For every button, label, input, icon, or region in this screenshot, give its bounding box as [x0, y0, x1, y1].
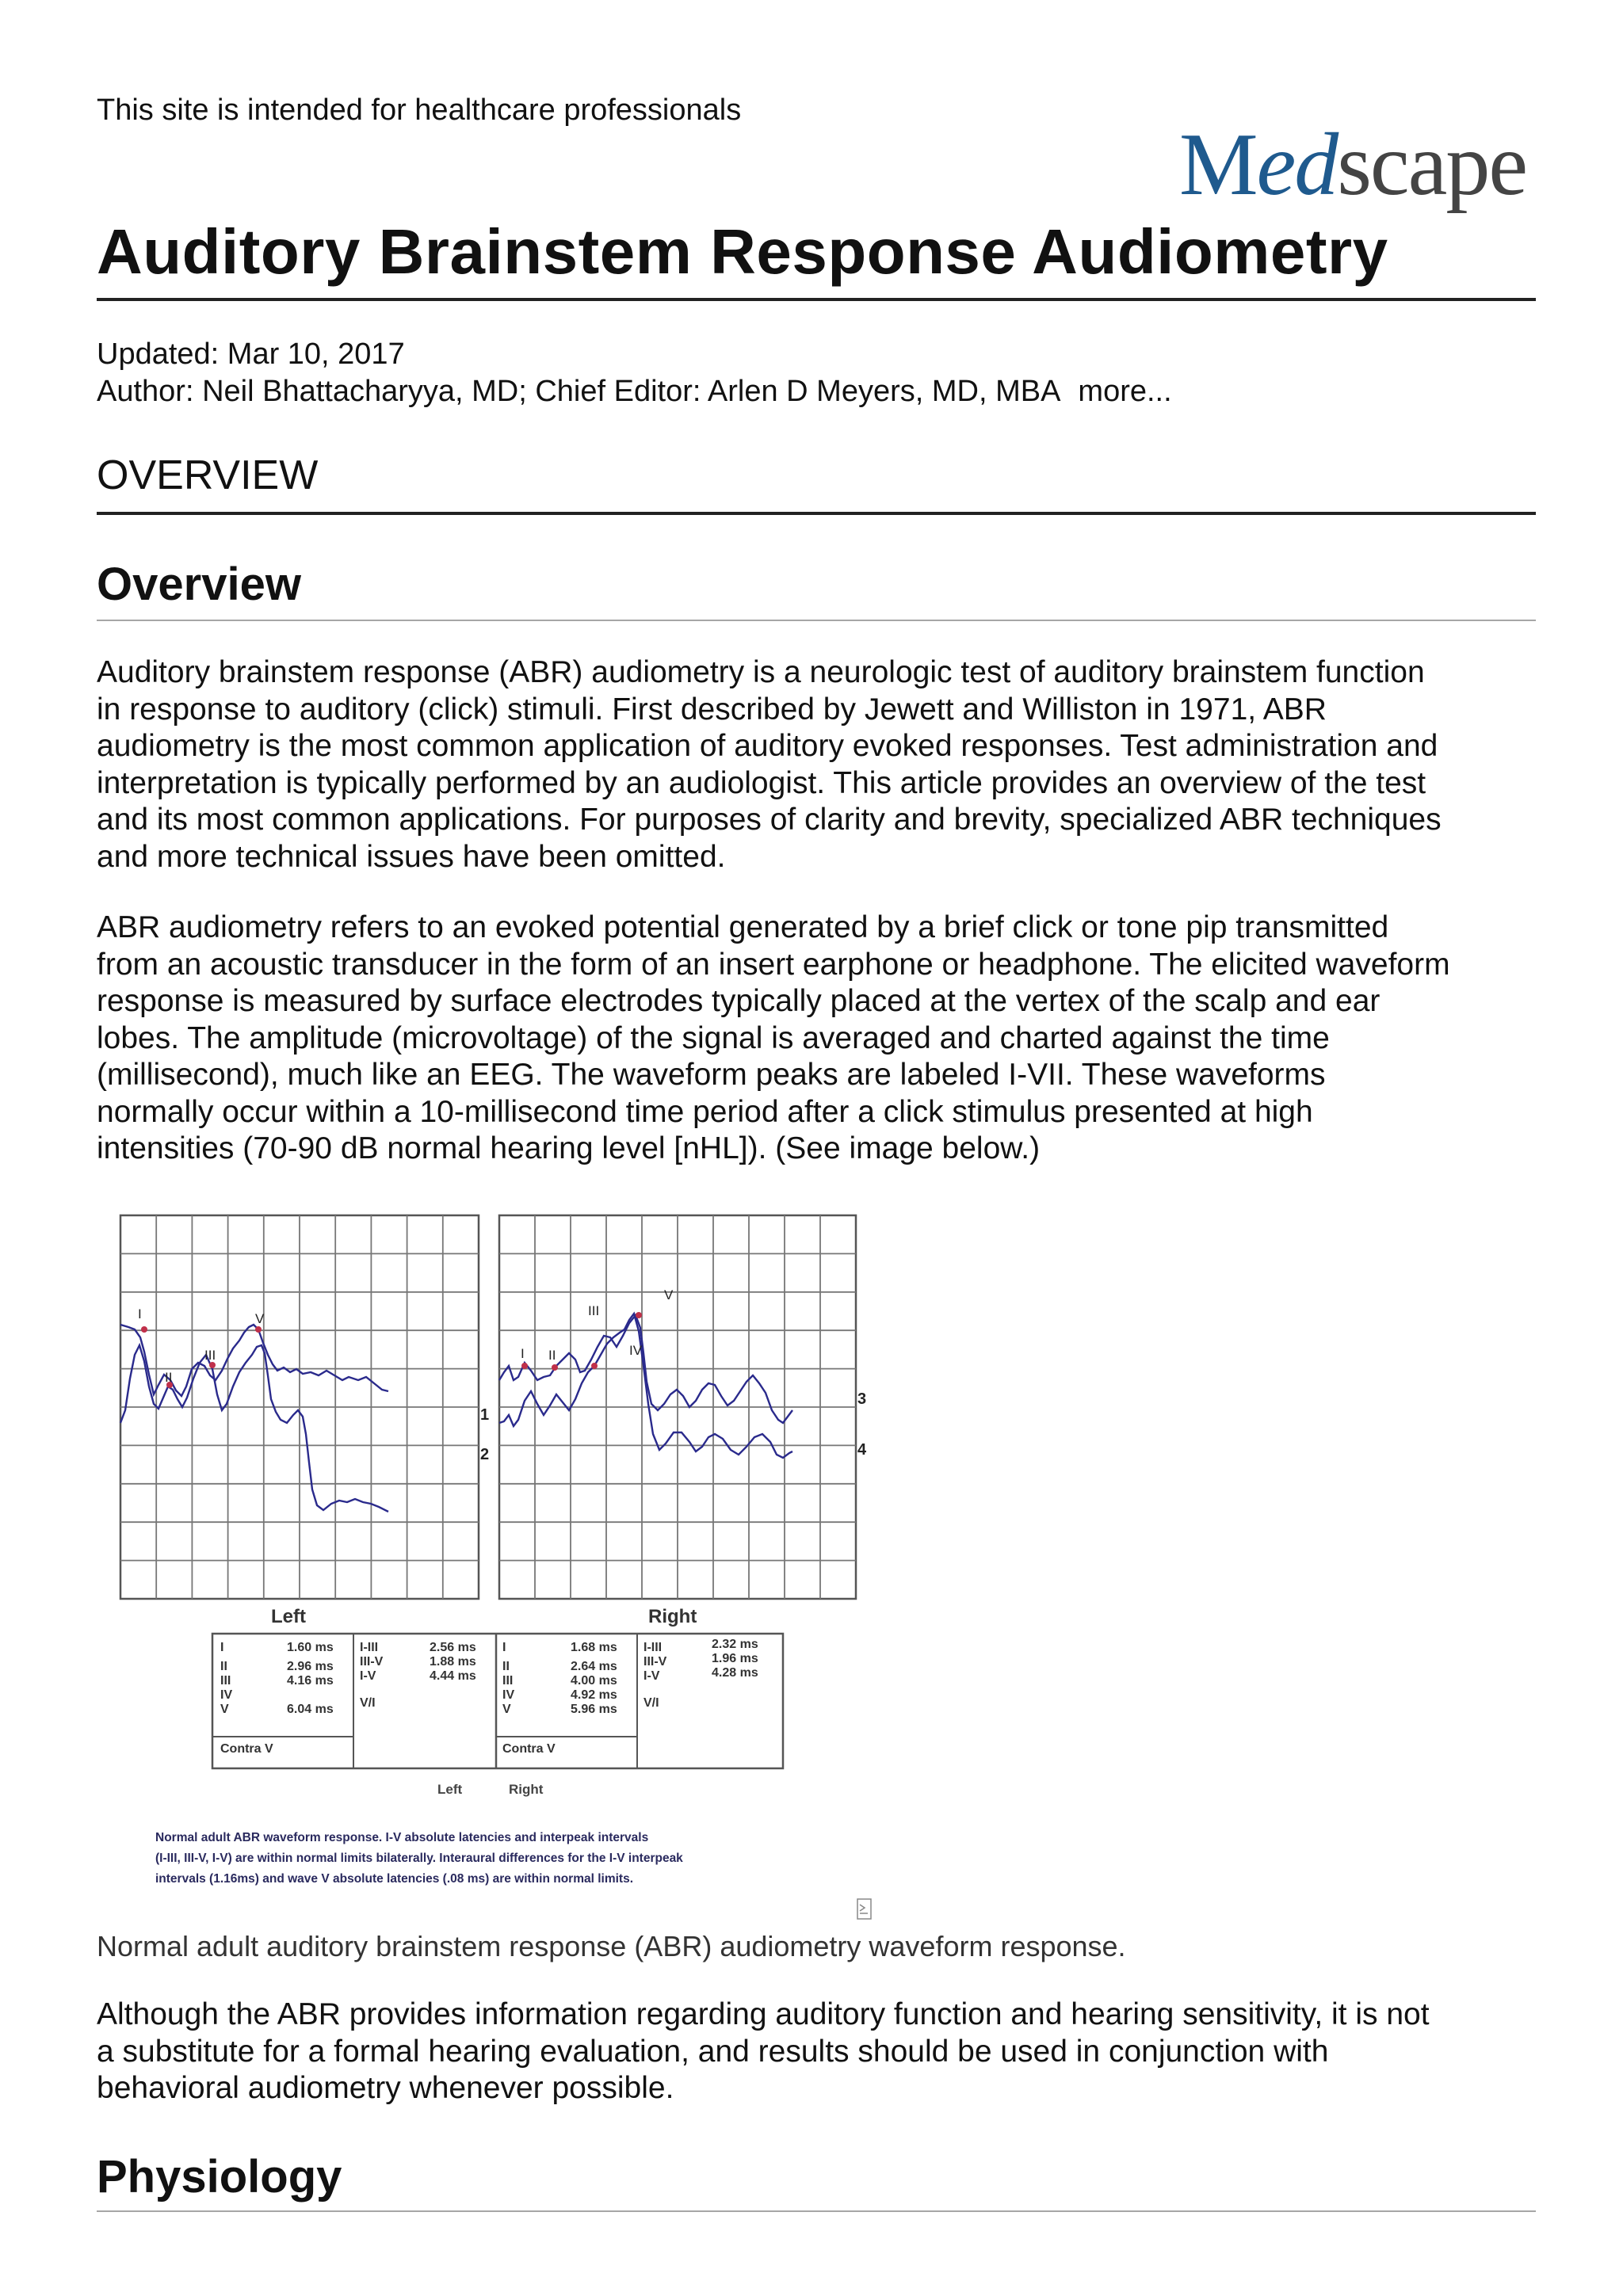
text-line: intensities (70-90 dB normal hearing level [nHL]). (See image below.)	[97, 1131, 1041, 1165]
figure-inner-caption: (I-III, III-V, I-V) are within normal limits bilaterally. Interaural differences for the I-V interpeak	[155, 1852, 683, 1865]
table-right-lat-value: 2.64 ms	[571, 1660, 617, 1673]
table-right-lat-label: IV	[502, 1688, 515, 1702]
table-right-interval-label: I-V	[643, 1669, 660, 1683]
trace-number-label: 3	[857, 1390, 867, 1408]
overview-heading: Overview	[97, 559, 301, 610]
table-right-lat-label: V	[502, 1703, 511, 1716]
table-right-lat-value: 5.96 ms	[571, 1703, 617, 1716]
text-line: ABR audiometry refers to an evoked potential generated by a brief click or tone pip transmitted	[97, 910, 1389, 944]
table-foot-left: Left	[437, 1782, 463, 1797]
table-right-contra: Contra V	[502, 1742, 556, 1756]
more-authors-link[interactable]: more...	[1078, 375, 1172, 408]
peak-label-right: V	[664, 1287, 674, 1302]
table-left-lat-value: 1.60 ms	[287, 1641, 334, 1654]
text-line: a substitute for a formal hearing evaluation, and results should be used in conjunction with	[97, 2034, 1329, 2069]
text-line: interpretation is typically performed by an audiologist. This article provides an overview of the test	[97, 765, 1426, 800]
text-line: Auditory brainstem response (ABR) audiometry is a neurologic test of auditory brainstem function	[97, 655, 1425, 689]
table-right-interval-label: V/I	[643, 1696, 659, 1710]
table-left-interval-value: 1.88 ms	[430, 1655, 476, 1669]
physiology-heading: Physiology	[97, 2151, 342, 2203]
logo-ed: ed	[1256, 116, 1338, 214]
figure-caption: Normal adult auditory brainstem response (ABR) audiometry waveform response.	[97, 1930, 1126, 1962]
section-rule	[97, 512, 1536, 515]
article-title: Auditory Brainstem Response Audiometry	[97, 216, 1388, 287]
trace-number-label: 2	[480, 1446, 490, 1463]
table-left-lat-label: V	[220, 1703, 229, 1716]
panel-label-left: Left	[271, 1606, 306, 1627]
text-line: lobes. The amplitude (microvoltage) of the signal is averaged and charted against the time	[97, 1020, 1330, 1055]
table-right-interval-value: 2.32 ms	[712, 1638, 758, 1651]
table-left-interval-label: I-V	[360, 1669, 376, 1683]
healthcare-notice: This site is intended for healthcare professionals	[97, 93, 742, 127]
table-left-contra: Contra V	[220, 1742, 273, 1756]
table-left-interval-value: 2.56 ms	[430, 1641, 476, 1654]
table-right-lat-label: I	[502, 1641, 506, 1654]
paragraph-abr-method	[97, 910, 1539, 1168]
peak-label-right: III	[588, 1303, 600, 1318]
text-line: Although the ABR provides information regarding auditory function and hearing sensitivity, it is not	[97, 1997, 1430, 2031]
table-right-lat-value: 4.92 ms	[571, 1688, 617, 1702]
table-left-lat-value: 2.96 ms	[287, 1660, 334, 1673]
peak-label-right: I	[521, 1346, 525, 1361]
section-label: OVERVIEW	[97, 452, 319, 498]
paragraph-limitations	[97, 1997, 1539, 2107]
author-line	[97, 375, 1172, 409]
table-right-lat-label: III	[502, 1674, 514, 1688]
table-left-lat-label: III	[220, 1674, 231, 1688]
updated-date: Updated: Mar 10, 2017	[97, 338, 405, 371]
table-right-interval-value: 4.28 ms	[712, 1666, 758, 1680]
logo-m: M	[1179, 116, 1257, 214]
logo-scape: scape	[1337, 116, 1527, 214]
table-foot-right: Right	[509, 1782, 544, 1797]
paragraph-intro	[97, 654, 1539, 875]
trace-number-label: 4	[857, 1441, 867, 1459]
text-line: in response to auditory (click) stimuli. First described by Jewett and Williston in 1971, ABR	[97, 692, 1327, 727]
text-line: (millisecond), much like an EEG. The waveform peaks are labeled I-VII. These waveforms	[97, 1058, 1326, 1092]
table-right-lat-label: II	[502, 1660, 510, 1673]
table-right-lat-value: 1.68 ms	[571, 1641, 617, 1654]
text-line: and more technical issues have been omitted.	[97, 839, 726, 874]
text-line: from an acoustic transducer in the form of an insert earphone or headphone. The elicited waveform	[97, 947, 1450, 982]
table-left-interval-label: V/I	[360, 1696, 376, 1710]
medscape-logo[interactable]	[1179, 116, 1527, 214]
table-right-interval-label: III-V	[643, 1655, 667, 1669]
peak-label-left: I	[138, 1306, 142, 1322]
author-text: Author: Neil Bhattacharyya, MD; Chief Editor: Arlen D Meyers, MD, MBA	[97, 375, 1061, 408]
panel-label-right: Right	[648, 1606, 697, 1627]
text-line: response is measured by surface electrodes typically placed at the vertex of the scalp and ear	[97, 984, 1381, 1018]
figure-inner-caption: intervals (1.16ms) and wave V absolute latencies (.08 ms) are within normal limits.	[155, 1872, 633, 1886]
text-line: normally occur within a 10-millisecond time period after a click stimulus presented at high	[97, 1094, 1313, 1129]
peak-label-left: II	[165, 1370, 173, 1385]
title-rule	[97, 298, 1536, 301]
text-line: and its most common applications. For purposes of clarity and brevity, specialized ABR techniques	[97, 803, 1442, 837]
table-left-lat-label: I	[220, 1641, 224, 1654]
table-left-interval-label: III-V	[360, 1655, 384, 1669]
table-right-lat-value: 4.00 ms	[571, 1674, 617, 1688]
table-left-lat-value: 4.16 ms	[287, 1674, 334, 1688]
table-left-interval-label: I-III	[360, 1641, 379, 1654]
figure-inner-caption: Normal adult ABR waveform response. I-V absolute latencies and interpeak intervals	[155, 1831, 649, 1844]
table-right-interval-value: 1.96 ms	[712, 1652, 758, 1665]
table-left-lat-label: IV	[220, 1688, 233, 1702]
peak-label-right: IV	[629, 1343, 643, 1358]
text-line: audiometry is the most common application of auditory evoked responses. Test administration and	[97, 729, 1438, 763]
table-right-interval-label: I-III	[643, 1641, 663, 1654]
peak-label-left: V	[255, 1311, 265, 1326]
peak-label-left: III	[204, 1348, 216, 1363]
broken-image-icon[interactable]	[857, 1898, 873, 1920]
trace-number-label: 1	[480, 1406, 490, 1424]
table-left-interval-value: 4.44 ms	[430, 1669, 476, 1683]
text-line: behavioral audiometry whenever possible.	[97, 2071, 674, 2105]
abr-waveform-figure[interactable]	[97, 1196, 873, 1909]
table-left-lat-label: II	[220, 1660, 227, 1673]
peak-label-right: II	[548, 1348, 556, 1363]
physiology-rule	[97, 2210, 1536, 2212]
table-left-lat-value: 6.04 ms	[287, 1703, 334, 1716]
overview-rule	[97, 620, 1536, 621]
